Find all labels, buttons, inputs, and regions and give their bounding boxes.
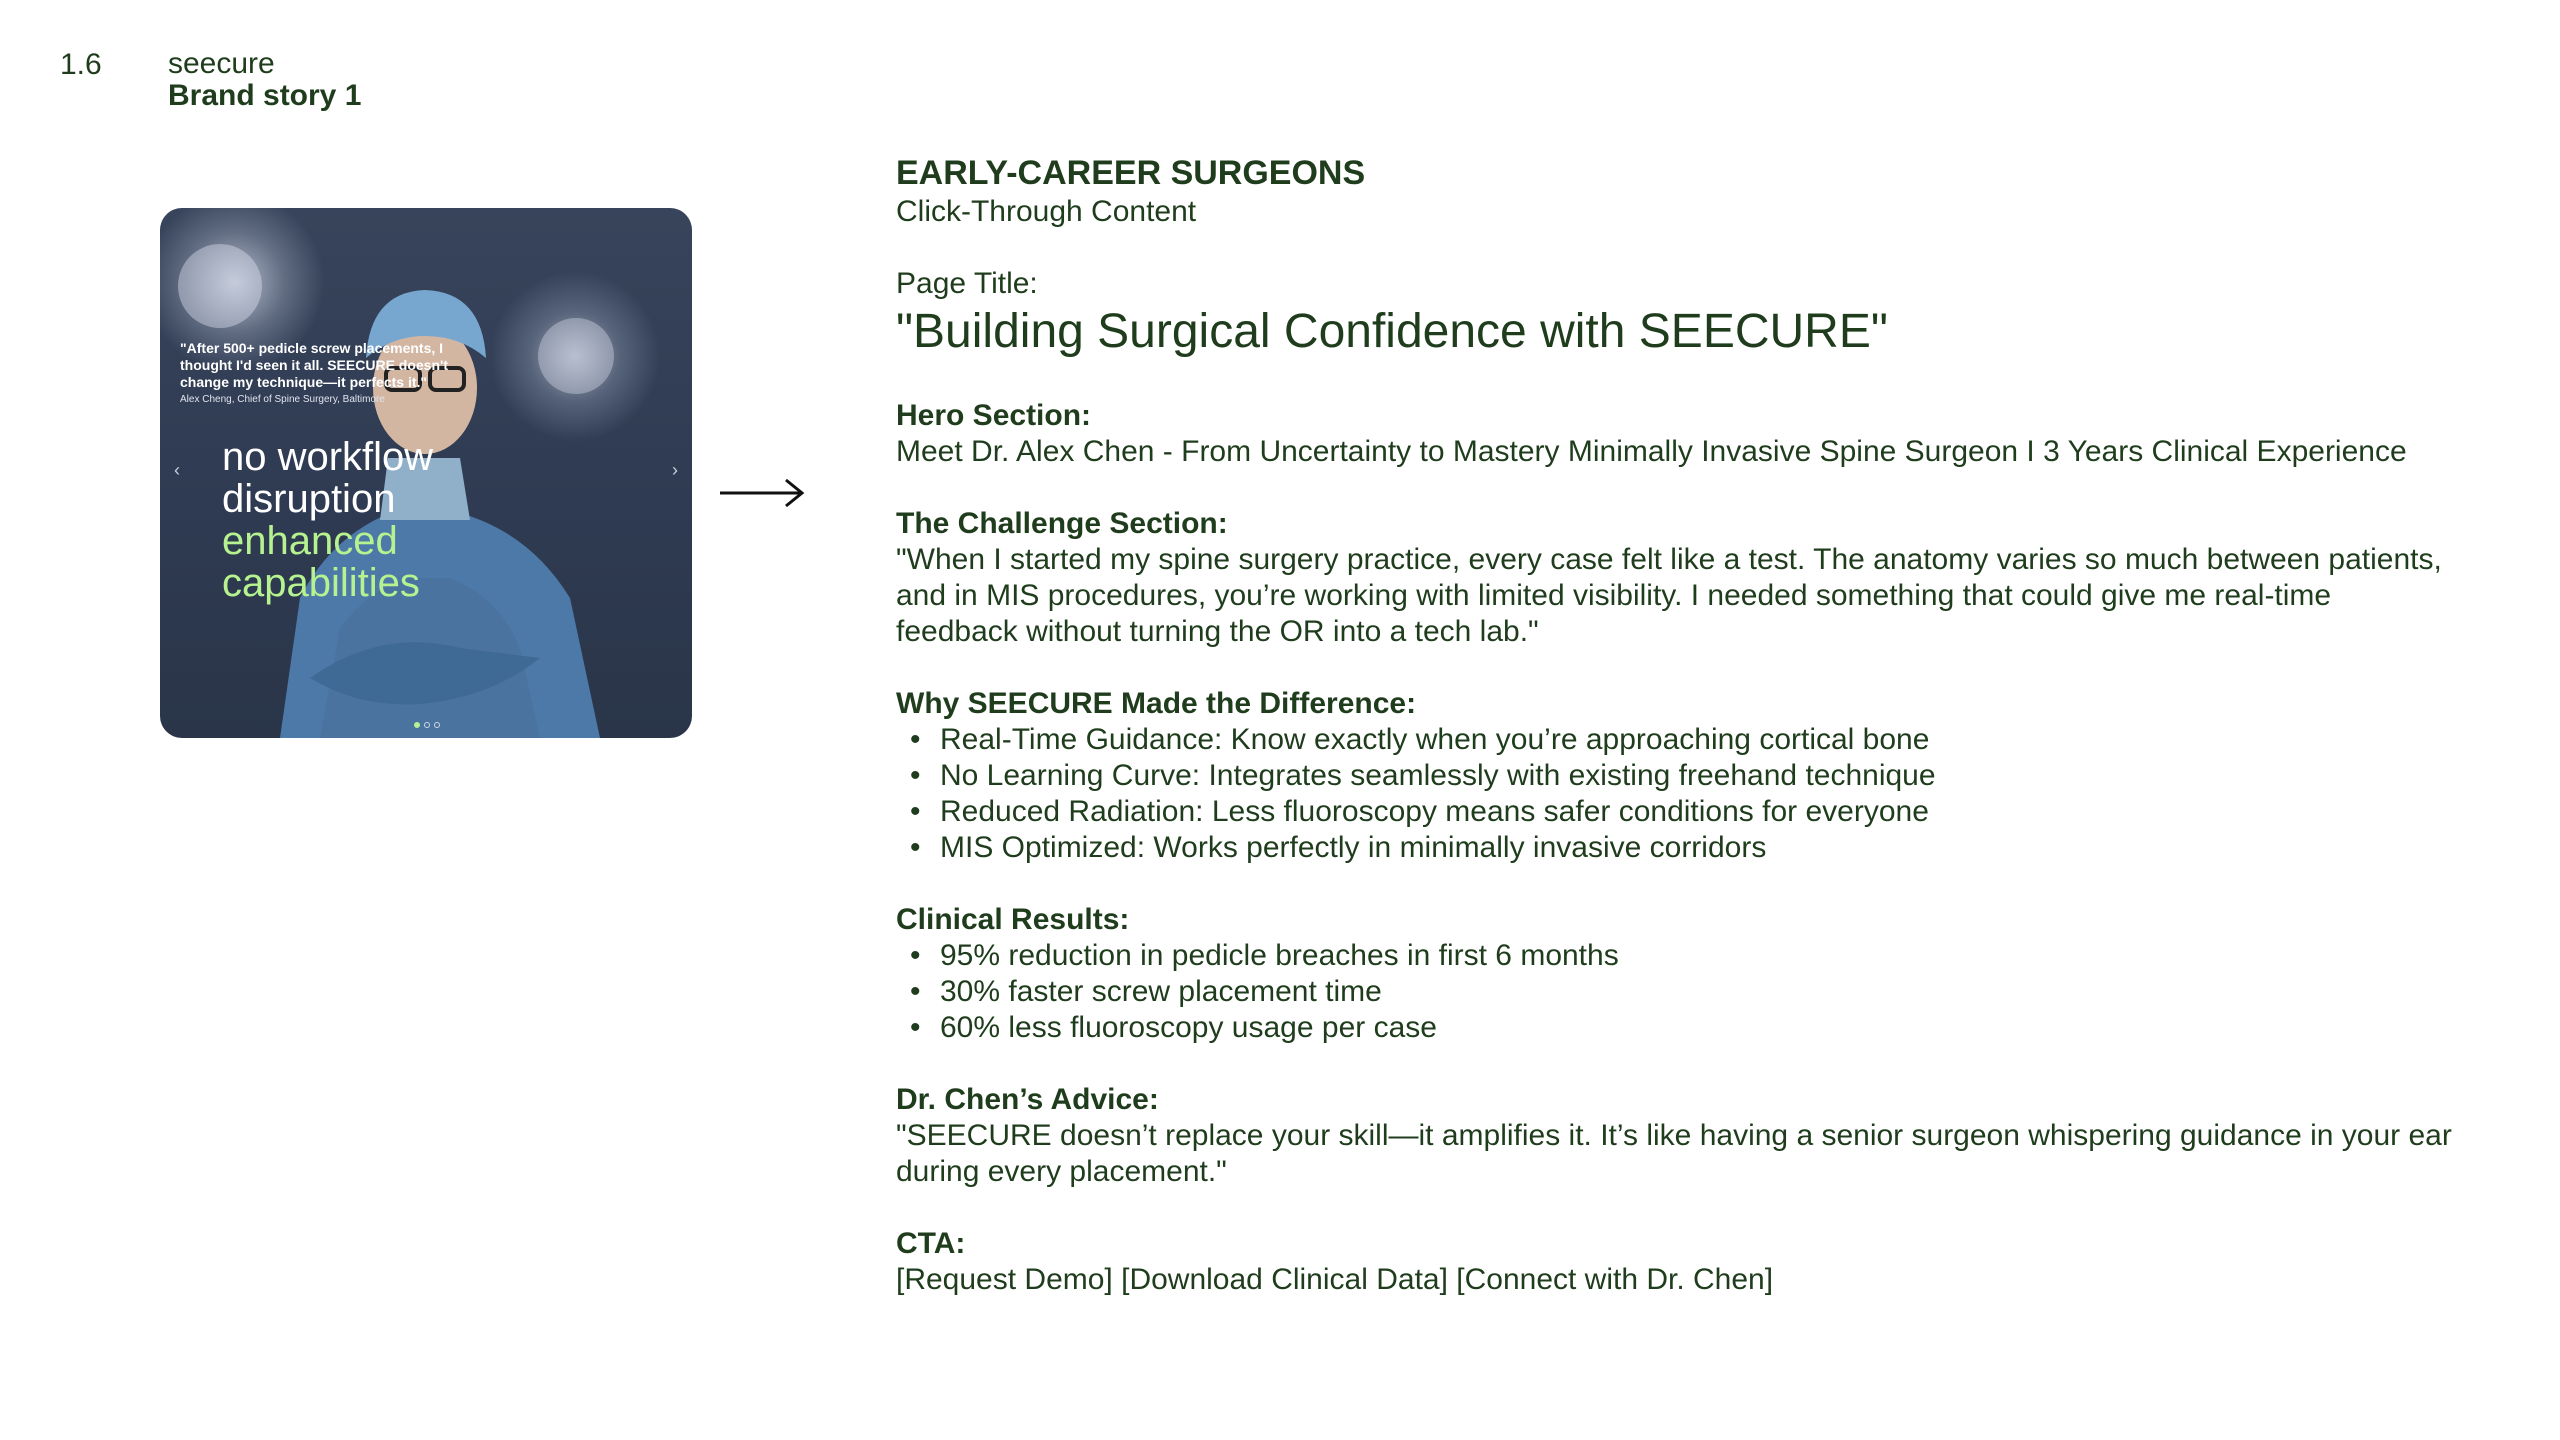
- carousel-dots: [414, 722, 440, 728]
- advice-heading: Dr. Chen’s Advice:: [896, 1083, 1159, 1116]
- results-list: [896, 938, 2456, 1046]
- challenge-heading: The Challenge Section:: [896, 507, 1228, 540]
- hero-text: Meet Dr. Alex Chen - From Uncertainty to Mastery Minimally Invasive Spine Surgeon I 3 Years Clinical Experience: [896, 435, 2407, 468]
- why-list: [896, 722, 2456, 866]
- surgical-light-right: [538, 318, 614, 394]
- carousel-dot[interactable]: [434, 722, 440, 728]
- content-column: [896, 152, 2456, 1298]
- list-item: • 95% reduction in pedicle breaches in first 6 months: [896, 938, 2456, 974]
- list-item: • Reduced Radiation: Less fluoroscopy means safer conditions for everyone: [896, 794, 2456, 830]
- list-item: • 30% faster screw placement time: [896, 974, 2456, 1010]
- challenge-text: "When I started my spine surgery practice, every case felt like a test. The anatomy varies so much between patients, and in MIS procedures, you’re working with limited visibility. I needed something that could give me real-time feedback without turning the OR into a tech lab.": [896, 543, 2442, 648]
- brand-name: seecure: [168, 47, 275, 80]
- card-quote: "After 500+ pedicle screw placements, I thought I'd seen it all. SEECURE doesn't change my technique—it perfects it.": [180, 340, 449, 390]
- headline-line-accent: capabilities: [222, 561, 420, 605]
- page-title-label: Page Title:: [896, 267, 1038, 300]
- page-title: "Building Surgical Confidence with SEECURE": [896, 305, 1888, 358]
- why-heading: Why SEECURE Made the Difference:: [896, 687, 1417, 720]
- brand-story-card[interactable]: [160, 208, 692, 738]
- list-item: • 60% less fluoroscopy usage per case: [896, 1010, 2456, 1046]
- arrow-right-icon: [718, 476, 806, 510]
- brand-block: [168, 48, 361, 112]
- hero-heading: Hero Section:: [896, 399, 1092, 432]
- chevron-left-icon[interactable]: ‹: [174, 460, 180, 480]
- surgical-light-left: [178, 244, 262, 328]
- list-item: • Real-Time Guidance: Know exactly when you’re approaching cortical bone: [896, 722, 2456, 758]
- cta-text: [Request Demo] [Download Clinical Data] [Connect with Dr. Chen]: [896, 1263, 1774, 1296]
- headline-line-accent: enhanced: [222, 519, 398, 563]
- chevron-right-icon[interactable]: ›: [672, 460, 678, 480]
- results-heading: Clinical Results:: [896, 903, 1130, 936]
- carousel-dot[interactable]: [414, 722, 420, 728]
- headline-line: no workflow: [222, 435, 434, 479]
- card-quote-attribution: Alex Cheng, Chief of Spine Surgery, Baltimore: [180, 394, 385, 405]
- section-subtitle: Click-Through Content: [896, 195, 1197, 228]
- advice-text: "SEECURE doesn’t replace your skill—it amplifies it. It’s like having a senior surgeon whispering guidance in your ear during every placement.": [896, 1119, 2452, 1188]
- carousel-dot[interactable]: [424, 722, 430, 728]
- card-headline: [222, 436, 433, 604]
- brand-subtitle: Brand story 1: [168, 79, 362, 112]
- page-number: 1.6: [60, 48, 102, 81]
- headline-line: disruption: [222, 477, 396, 521]
- cta-heading: CTA:: [896, 1227, 966, 1260]
- section-title: EARLY-CAREER SURGEONS: [896, 154, 1366, 192]
- list-item: • No Learning Curve: Integrates seamlessly with existing freehand technique: [896, 758, 2456, 794]
- list-item: • MIS Optimized: Works perfectly in minimally invasive corridors: [896, 830, 2456, 866]
